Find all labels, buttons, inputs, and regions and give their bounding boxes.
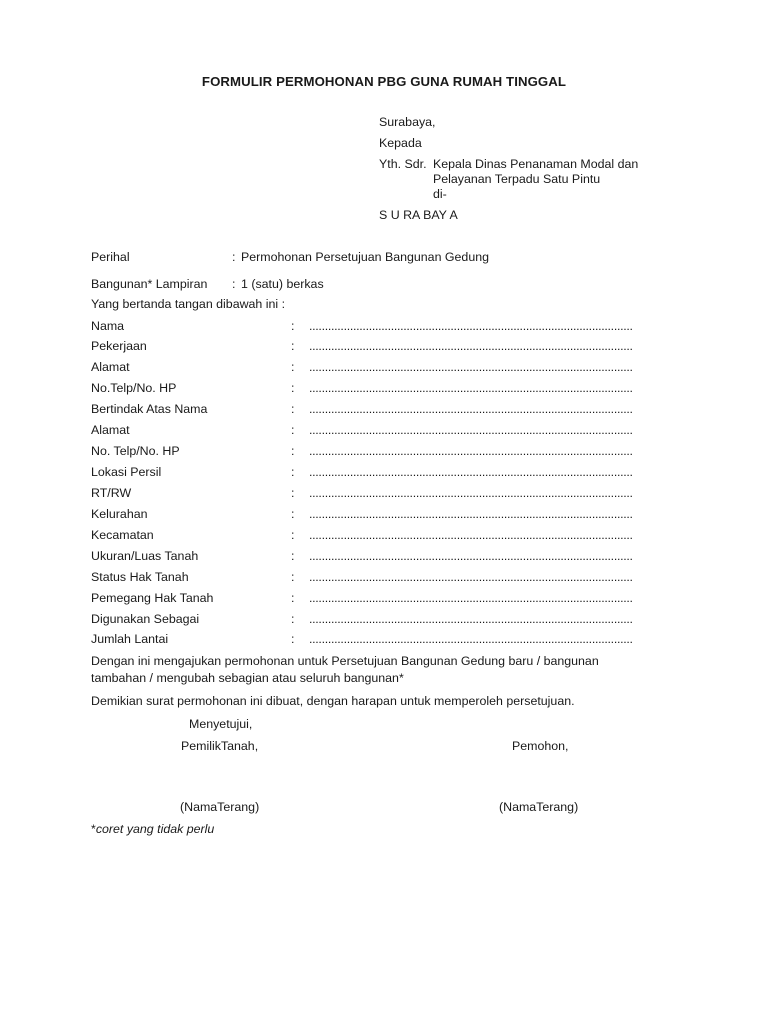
field-colon: :: [291, 612, 295, 626]
field-blank[interactable]: .......................................................................................................: [309, 592, 633, 605]
lampiran-colon: :: [232, 277, 236, 291]
field-blank[interactable]: .......................................................................................................: [309, 633, 633, 646]
lampiran-value: 1 (satu) berkas: [241, 277, 324, 291]
lampiran-label: Bangunan* Lampiran: [91, 277, 208, 291]
field-blank[interactable]: .......................................................................................................: [309, 382, 633, 395]
intro-text: Yang bertanda tangan dibawah ini :: [91, 297, 286, 311]
field-label: Jumlah Lantai: [91, 632, 169, 646]
field-blank[interactable]: .......................................................................................................: [309, 320, 633, 333]
field-label: Pekerjaan: [91, 339, 147, 353]
field-label: Bertindak Atas Nama: [91, 402, 208, 416]
field-blank[interactable]: .......................................................................................................: [309, 445, 633, 458]
field-colon: :: [291, 381, 295, 395]
recipient-line-3: di-: [433, 187, 447, 201]
field-blank[interactable]: .......................................................................................................: [309, 361, 633, 374]
field-colon: :: [291, 528, 295, 542]
perihal-value: Permohonan Persetujuan Bangunan Gedung: [241, 250, 490, 264]
field-label: Kecamatan: [91, 528, 154, 542]
field-colon: :: [291, 570, 295, 584]
field-colon: :: [291, 465, 295, 479]
closing-text: Demikian surat permohonan ini dibuat, dengan harapan untuk memperoleh persetujuan.: [91, 694, 575, 708]
field-label: Status Hak Tanah: [91, 570, 189, 584]
field-blank[interactable]: .......................................................................................................: [309, 529, 633, 542]
field-label: No. Telp/No. HP: [91, 444, 180, 458]
field-blank[interactable]: .......................................................................................................: [309, 403, 633, 416]
field-blank[interactable]: .......................................................................................................: [309, 466, 633, 479]
field-colon: :: [291, 339, 295, 353]
recipient-prefix: Yth. Sdr.: [379, 157, 427, 171]
field-label: RT/RW: [91, 486, 132, 500]
field-label: Pemegang Hak Tanah: [91, 591, 214, 605]
field-label: No.Telp/No. HP: [91, 381, 177, 395]
field-blank[interactable]: .......................................................................................................: [309, 550, 633, 563]
field-blank[interactable]: .......................................................................................................: [309, 340, 633, 353]
field-label: Alamat: [91, 360, 130, 374]
field-blank[interactable]: .......................................................................................................: [309, 508, 633, 521]
field-colon: :: [291, 319, 295, 333]
field-label: Alamat: [91, 423, 130, 437]
field-colon: :: [291, 423, 295, 437]
field-blank[interactable]: .......................................................................................................: [309, 613, 633, 626]
applicant-label: Pemohon,: [512, 739, 569, 753]
field-colon: :: [291, 444, 295, 458]
owner-name-placeholder: (NamaTerang): [180, 800, 260, 814]
field-blank[interactable]: .......................................................................................................: [309, 571, 633, 584]
perihal-label: Perihal: [91, 250, 130, 264]
recipient-line-2: Pelayanan Terpadu Satu Pintu: [433, 172, 601, 186]
approve-label: Menyetujui,: [189, 717, 253, 731]
field-colon: :: [291, 486, 295, 500]
field-colon: :: [291, 632, 295, 646]
form-title: FORMULIR PERMOHONAN PBG GUNA RUMAH TINGGAL: [201, 74, 567, 89]
to-label: Kepada: [379, 136, 422, 150]
footnote-text: coret yang tidak perlu: [95, 822, 215, 836]
field-label: Digunakan Sebagai: [91, 612, 200, 626]
field-label: Nama: [91, 319, 125, 333]
footnote-mark: *: [91, 822, 96, 836]
field-colon: :: [291, 591, 295, 605]
recipient-line-1: Kepala Dinas Penanaman Modal dan: [433, 157, 639, 171]
field-colon: :: [291, 402, 295, 416]
footnote: [91, 823, 214, 835]
city-date: Surabaya,: [379, 115, 436, 129]
field-label: Ukuran/Luas Tanah: [91, 549, 199, 563]
field-blank[interactable]: .......................................................................................................: [309, 424, 633, 437]
field-colon: :: [291, 549, 295, 563]
owner-label: PemilikTanah,: [181, 739, 259, 753]
field-blank[interactable]: .......................................................................................................: [309, 487, 633, 500]
field-colon: :: [291, 360, 295, 374]
field-label: Kelurahan: [91, 507, 148, 521]
perihal-colon: :: [232, 250, 236, 264]
field-label: Lokasi Persil: [91, 465, 162, 479]
recipient-city: S U RA BAY A: [379, 208, 458, 222]
request-line-2: tambahan / mengubah sebagian atau seluruh bangunan*: [91, 671, 404, 685]
request-line-1: Dengan ini mengajukan permohonan untuk Persetujuan Bangunan Gedung baru / bangunan: [91, 654, 599, 668]
field-colon: :: [291, 507, 295, 521]
applicant-name-placeholder: (NamaTerang): [499, 800, 579, 814]
